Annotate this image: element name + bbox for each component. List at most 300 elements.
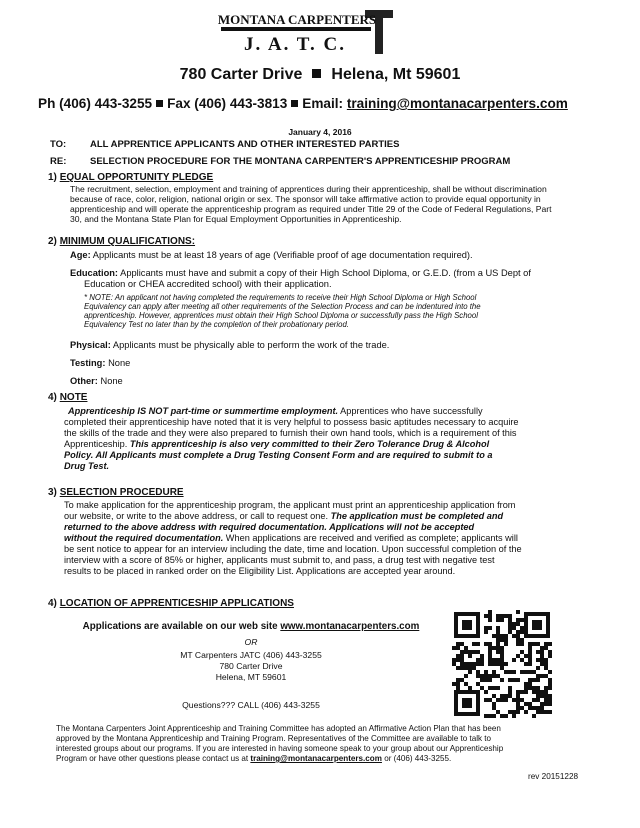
qr-module (544, 690, 548, 694)
qr-module (484, 690, 488, 694)
qr-module (456, 666, 460, 670)
svg-text:MONTANA CARPENTERS: MONTANA CARPENTERS (217, 12, 377, 27)
qr-module (464, 650, 468, 654)
qr-module (492, 694, 496, 698)
section-heading-1 (48, 172, 213, 183)
square-bullet-icon (156, 100, 163, 107)
other-label: Other: (70, 376, 98, 386)
qr-module (520, 650, 524, 654)
note-line: Equivalency Test no later than by the completion of their probationary period. (84, 320, 349, 329)
qr-module (516, 638, 520, 642)
qr-module (532, 678, 536, 682)
qr-module (476, 670, 480, 674)
phone: Ph (406) 443-3255 (38, 96, 153, 111)
qr-module (516, 642, 520, 646)
qr-module (456, 642, 460, 646)
address-line-2: 780 Carter Drive (219, 661, 283, 671)
qr-module (476, 658, 480, 662)
qr-module (536, 710, 540, 714)
to-label: TO: (50, 139, 67, 150)
qr-module (536, 694, 540, 698)
qr-module (488, 662, 492, 666)
qr-module (528, 702, 532, 706)
qr-module (456, 654, 460, 658)
physical-requirement (70, 340, 592, 351)
qr-module (452, 662, 456, 666)
qr-module (512, 710, 516, 714)
qr-module (536, 690, 540, 694)
qr-module (500, 658, 504, 662)
qr-module (464, 674, 468, 678)
qr-module (544, 646, 548, 650)
qr-module (476, 642, 480, 646)
qr-module (540, 702, 544, 706)
qr-module (528, 686, 532, 690)
qr-module (468, 662, 472, 666)
qr-module (460, 666, 464, 670)
section-number: 2) (48, 236, 57, 247)
qr-module (456, 646, 460, 650)
qr-module (540, 674, 544, 678)
qr-module (464, 646, 468, 650)
qr-module (496, 674, 500, 678)
qr-module (532, 690, 536, 694)
qr-module (468, 666, 472, 670)
memo-date: January 4, 2016 (288, 127, 352, 137)
qr-module (484, 626, 488, 630)
qr-module (500, 662, 504, 666)
text-span: Apprentices who have successfully (338, 406, 483, 416)
qr-module (488, 686, 492, 690)
city: Helena, Mt 59601 (331, 66, 461, 83)
section-title: NOTE (59, 392, 88, 403)
logo-graphic (215, 6, 395, 58)
testing-text: None (108, 358, 131, 368)
qr-module (540, 662, 544, 666)
qr-module (544, 686, 548, 690)
qr-module (488, 646, 492, 650)
qr-module (528, 646, 532, 650)
qr-module (548, 682, 552, 686)
qr-module (488, 650, 492, 654)
qr-module (516, 694, 520, 698)
qr-module (540, 710, 544, 714)
qr-module (528, 642, 532, 646)
text-line (64, 511, 592, 522)
text-line: the skills of the trade and they were also prepared to furnish their own hand tools, which is a requirement of this (64, 428, 517, 438)
qr-module (508, 630, 512, 634)
qr-module (536, 698, 540, 702)
qr-module (456, 658, 460, 662)
qr-module (500, 650, 504, 654)
qr-module (488, 678, 492, 682)
qr-module (488, 626, 492, 630)
qr-module (452, 658, 456, 662)
qr-module (500, 698, 504, 702)
qr-module (508, 614, 512, 618)
text-line: approved by the Montana Apprenticeship and Training Program. Representatives of the Committee are available to talk to (56, 734, 492, 743)
text-line: be sent notice to appear for an interview including the date, time and location. Upon successful completion of the (64, 544, 522, 554)
qr-module (500, 618, 504, 622)
qr-module (500, 666, 504, 670)
qr-module (544, 666, 548, 670)
text-line: The Montana Carpenters Joint Apprenticeship and Training Committee has adopted an Affirmative Action Plan that has been (56, 724, 501, 733)
text-line: To make application for the apprenticeship program, the applicant must print an apprenticeship application from (64, 500, 516, 510)
square-bullet-icon (291, 100, 298, 107)
qr-module (544, 710, 548, 714)
qr-module (492, 646, 496, 650)
qr-module (500, 714, 504, 718)
qr-module (504, 694, 508, 698)
qr-module (516, 634, 520, 638)
qr-module (512, 634, 516, 638)
memo-re (50, 156, 510, 167)
text-line: interview with a score of 85% or higher, applicants must submit to, and pass, a drug test with negative test (64, 555, 495, 565)
qr-module (540, 658, 544, 662)
qr-module (508, 690, 512, 694)
fax: Fax (406) 443-3813 (167, 96, 288, 111)
qr-module (496, 710, 500, 714)
education-text: Applicants must have and submit a copy of their High School Diploma, or G.E.D. (from a US Dept of (120, 268, 531, 278)
qr-module (460, 642, 464, 646)
qr-module (492, 670, 496, 674)
qr-module (536, 686, 540, 690)
qr-module (516, 618, 520, 622)
qr-module (504, 614, 508, 618)
qr-module (516, 710, 520, 714)
qr-module (476, 662, 480, 666)
qr-module (496, 638, 500, 642)
text-line: 30, and the Montana State Plan for Equal Employment Opportunities in Apprenticeship. (70, 214, 402, 224)
text-span: our website, or write to the above address, or call to request one. (64, 511, 331, 521)
qr-module (548, 678, 552, 682)
qr-module (528, 650, 532, 654)
qr-module (484, 674, 488, 678)
qr-module (504, 638, 508, 642)
section-number: 4) (48, 598, 57, 609)
qr-module (508, 686, 512, 690)
qr-module (544, 642, 548, 646)
qr-module (460, 658, 464, 662)
text-line: apprenticeship and will operate the apprenticeship program as required under Title 29 of the Code of Federal Regulations, Part (70, 204, 552, 214)
section-title: MINIMUM QUALIFICATIONS: (59, 236, 196, 247)
qr-module (520, 638, 524, 642)
qr-module (488, 658, 492, 662)
qr-module (524, 670, 528, 674)
qr-module (540, 706, 544, 710)
qr-module (544, 694, 548, 698)
qr-module (496, 646, 500, 650)
qr-module (476, 650, 480, 654)
qr-module (528, 678, 532, 682)
qr-module (484, 630, 488, 634)
qr-module (468, 650, 472, 654)
qr-code-icon[interactable] (452, 610, 552, 718)
qr-module (524, 690, 528, 694)
physical-label: Physical: (70, 340, 111, 350)
qr-module (496, 630, 500, 634)
qr-module (500, 614, 504, 618)
qr-module (548, 650, 552, 654)
education-requirement (70, 268, 592, 290)
qr-module (528, 682, 532, 686)
qr-module (456, 686, 460, 690)
qr-module (452, 646, 456, 650)
qr-module (520, 698, 524, 702)
qr-module (532, 706, 536, 710)
section-number: 1) (48, 172, 57, 183)
qr-module (536, 666, 540, 670)
qr-module (496, 658, 500, 662)
qr-module (512, 626, 516, 630)
qr-module (492, 714, 496, 718)
physical-text: Applicants must be physically able to perform the work of the trade. (112, 340, 390, 350)
memo-to (50, 139, 399, 150)
contact-line (38, 96, 568, 111)
qr-module (500, 678, 504, 682)
age-text: Applicants must be at least 18 years of age (Verifiable proof of age documentation required). (92, 250, 473, 260)
qr-module (544, 702, 548, 706)
qr-module (512, 678, 516, 682)
qr-module (540, 646, 544, 650)
qr-module (516, 678, 520, 682)
selection-paragraph (64, 500, 592, 577)
qr-module (516, 622, 520, 626)
re-label: RE: (50, 156, 67, 167)
qr-module (488, 698, 492, 702)
qr-module (512, 622, 516, 626)
qr-module (508, 618, 512, 622)
qr-module (548, 670, 552, 674)
qr-module (464, 682, 468, 686)
testing-requirement (70, 358, 592, 369)
qr-module (472, 662, 476, 666)
section-heading-note (48, 392, 87, 403)
note-line: * NOTE: An applicant not having completed the requirements to receive their High School Diploma or High School (84, 293, 477, 302)
qr-module (544, 662, 548, 666)
qr-module (532, 642, 536, 646)
section-heading-3 (48, 487, 184, 498)
section-heading-2 (48, 236, 195, 247)
qr-module (508, 678, 512, 682)
qr-module (528, 662, 532, 666)
eeo-paragraph (70, 184, 592, 224)
email-label: Email: (302, 96, 344, 111)
qr-module (512, 658, 516, 662)
qr-module (476, 674, 480, 678)
qr-module (460, 678, 464, 682)
square-bullet-icon (312, 69, 321, 78)
qr-module (516, 702, 520, 706)
bold-italic-text: without the required documentation. (64, 533, 224, 543)
qr-module (548, 698, 552, 702)
qr-module (540, 654, 544, 658)
qr-module (508, 670, 512, 674)
text-line: completed their apprenticeship have noted that it is very helpful to possess basic aptitudes necessary to acquire (64, 417, 519, 427)
qr-module (500, 646, 504, 650)
qr-module (496, 634, 500, 638)
qr-module (500, 694, 504, 698)
text-span: Apprenticeship. (64, 439, 130, 449)
email-link[interactable]: training@montanacarpenters.com (250, 754, 382, 763)
qr-module (508, 710, 512, 714)
text-line (64, 533, 592, 544)
qr-module (516, 698, 520, 702)
text-line (56, 754, 596, 764)
qr-module (528, 654, 532, 658)
qr-module (548, 642, 552, 646)
qr-module (492, 634, 496, 638)
qr-module (492, 706, 496, 710)
qr-module (544, 658, 548, 662)
text-line: Policy. All Applicants must complete a Drug Testing Consent Form and are required to submit to a (64, 450, 493, 460)
qr-module (516, 630, 520, 634)
age-label: Age: (70, 250, 91, 260)
qr-module (476, 682, 480, 686)
qr-module (504, 642, 508, 646)
text-span: When applications are received and verified as complete; applicants will (223, 533, 518, 543)
qr-module (508, 626, 512, 630)
other-requirement (70, 376, 592, 387)
qr-module (452, 682, 456, 686)
qr-module (488, 614, 492, 618)
qr-module (496, 698, 500, 702)
qr-code-graphic (452, 610, 552, 718)
section-number: 4) (48, 392, 57, 403)
qr-module (520, 690, 524, 694)
qr-module (496, 626, 500, 630)
qr-module (480, 654, 484, 658)
re-text: SELECTION PROCEDURE FOR THE MONTANA CARPENTER'S APPRENTICESHIP PROGRAM (90, 156, 511, 167)
qr-module (520, 618, 524, 622)
qr-module (488, 714, 492, 718)
section-title: SELECTION PROCEDURE (59, 487, 184, 498)
qr-module (488, 674, 492, 678)
education-note (84, 293, 584, 329)
qr-module (464, 662, 468, 666)
text-line: returned to the above address with required documentation. Applications will not be accepted (64, 522, 475, 532)
qr-module (496, 650, 500, 654)
qr-module (484, 614, 488, 618)
qr-module (496, 642, 500, 646)
qr-module (524, 654, 528, 658)
qr-module (504, 670, 508, 674)
qr-module (520, 642, 524, 646)
qr-module (548, 694, 552, 698)
qr-module (504, 662, 508, 666)
text-span: or (406) 443-3255. (381, 754, 452, 763)
qr-module (496, 662, 500, 666)
bold-italic-text: Apprenticeship IS NOT part-time or summertime employment. (68, 406, 339, 416)
street: 780 Carter Drive (179, 66, 303, 83)
text-line: because of race, color, religion, national origin or sex. The sponsor will take affirmative action to provide equal opportunity in (70, 194, 541, 204)
website-line (60, 621, 442, 632)
qr-module (500, 634, 504, 638)
qr-module (516, 610, 520, 614)
mailing-address (60, 650, 442, 683)
qr-module (512, 670, 516, 674)
qr-module (472, 650, 476, 654)
website-link[interactable]: www.montanacarpenters.com (280, 621, 420, 632)
qr-module (548, 654, 552, 658)
note-line: Equivalency can apply after meeting all other requirements of the Selection Process and can be indentured into the (84, 302, 481, 311)
qr-module (536, 650, 540, 654)
text-line (64, 439, 592, 450)
qr-module (484, 714, 488, 718)
qr-module (544, 698, 548, 702)
qr-module (536, 642, 540, 646)
qr-module (548, 686, 552, 690)
qr-module (528, 658, 532, 662)
qr-module (480, 678, 484, 682)
qr-module (480, 658, 484, 662)
or-label: OR (244, 637, 258, 647)
education-label: Education: (70, 268, 119, 278)
qr-module (484, 642, 488, 646)
education-text-2: Education or CHEA accredited school) with their application. (84, 279, 332, 289)
qr-module (472, 642, 476, 646)
qr-module (480, 662, 484, 666)
text-line: Drug Test. (64, 461, 110, 471)
qr-module (520, 630, 524, 634)
qr-module (516, 654, 520, 658)
qr-module (492, 662, 496, 666)
qr-module (532, 670, 536, 674)
qr-module (536, 706, 540, 710)
qr-module (536, 678, 540, 682)
section-number: 3) (48, 487, 57, 498)
address-line-3: Helena, MT 59601 (215, 672, 287, 682)
qr-module (524, 682, 528, 686)
qr-module (520, 706, 524, 710)
section-heading-4 (48, 598, 294, 609)
qr-module (532, 686, 536, 690)
qr-module (488, 618, 492, 622)
qr-module (512, 714, 516, 718)
qr-module (496, 618, 500, 622)
qr-module (496, 686, 500, 690)
qr-module (524, 710, 528, 714)
qr-module (488, 642, 492, 646)
qr-module (484, 678, 488, 682)
text-line: The recruitment, selection, employment and training of apprentices during their apprenticeship, shall be without discrimination (70, 184, 547, 194)
qr-module (484, 698, 488, 702)
qr-module (520, 670, 524, 674)
qr-module (536, 658, 540, 662)
testing-label: Testing: (70, 358, 106, 368)
email-link[interactable]: training@montanacarpenters.com (346, 96, 568, 111)
svg-text:J. A. T. C.: J. A. T. C. (243, 34, 347, 55)
qr-module (484, 670, 488, 674)
revision-code: rev 20151228 (528, 772, 579, 781)
qr-module (472, 666, 476, 670)
section-title: EQUAL OPPORTUNITY PLEDGE (59, 172, 214, 183)
text-line: results to be placed in ranked order on the Eligibility List. Applications are accepted year around. (64, 566, 456, 576)
qr-module (532, 698, 536, 702)
other-text: None (100, 376, 123, 386)
qr-module (520, 626, 524, 630)
qr-module (540, 690, 544, 694)
address-line (0, 66, 640, 84)
qr-module (456, 682, 460, 686)
qr-module (524, 662, 528, 666)
qr-module (516, 706, 520, 710)
qr-module (488, 654, 492, 658)
qr-module (468, 686, 472, 690)
note-paragraph (64, 406, 592, 472)
qr-module (512, 698, 516, 702)
qr-module (460, 654, 464, 658)
